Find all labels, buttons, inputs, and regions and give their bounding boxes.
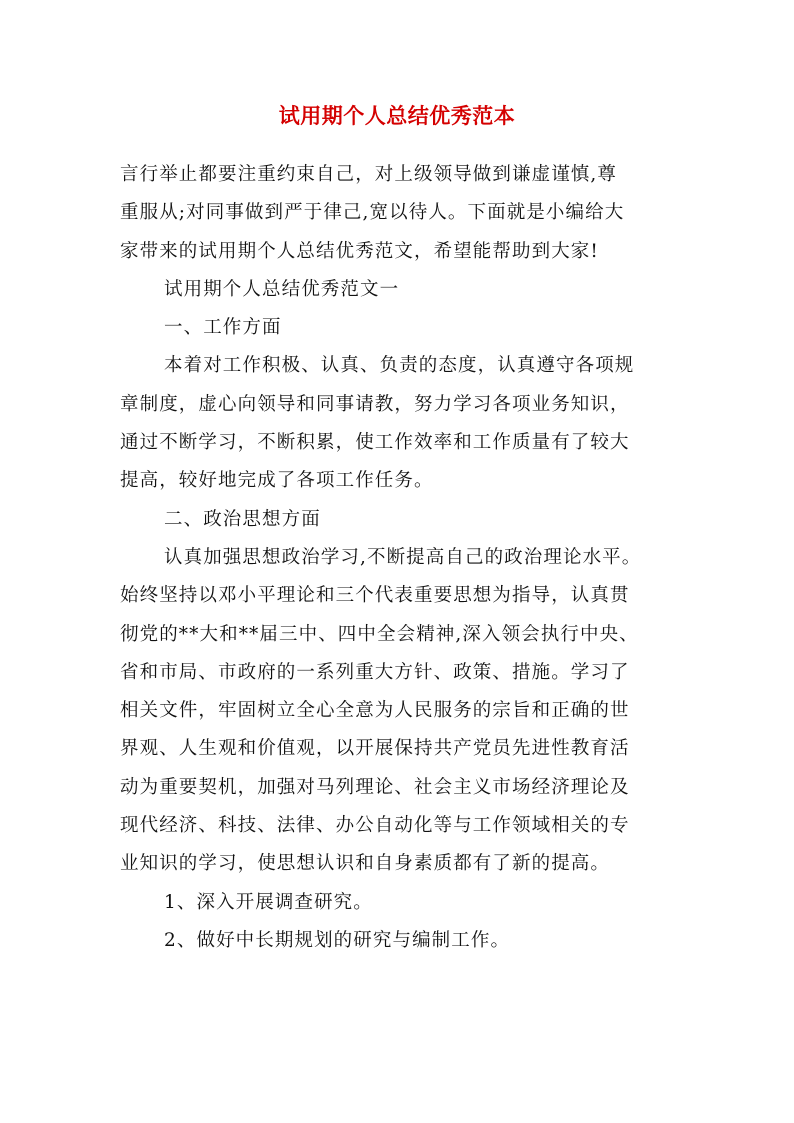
- text-line: 始终坚持以邓小平理论和三个代表重要思想为指导，认真贯: [120, 585, 630, 607]
- text-line: 省和市局、市政府的一系列重大方针、政策、措施。学习了: [120, 661, 630, 683]
- text-line: 通过不断学习，不断积累，使工作效率和工作质量有了较大: [120, 432, 630, 454]
- text-line: 认真加强思想政治学习,不断提高自己的政治理论水平。: [164, 546, 642, 568]
- text-line: 相关文件，牢固树立全心全意为人民服务的宗旨和正确的世: [120, 700, 630, 722]
- section-heading: 试用期个人总结优秀范文一: [164, 278, 400, 300]
- text-line: 重服从;对同事做到严于律己,宽以待人。下面就是小编给大: [120, 202, 625, 224]
- text-line: 业知识的学习，使思想认识和自身素质都有了新的提高。: [120, 853, 611, 875]
- text-line: 提高，较好地完成了各项工作任务。: [120, 470, 434, 492]
- section-heading: 一、工作方面: [164, 317, 282, 339]
- section-heading: 二、政治思想方面: [164, 508, 321, 530]
- document-body: [120, 156, 680, 960]
- text-line: 动为重要契机，加强对马列理论、社会主义市场经济理论及: [120, 776, 630, 798]
- text-line: 界观、人生观和价值观，以开展保持共产党员先进性教育活: [120, 738, 630, 760]
- text-line: 本着对工作积极、认真、负责的态度，认真遵守各项规: [164, 355, 635, 377]
- document-title: 试用期个人总结优秀范本: [278, 103, 516, 128]
- list-item: 2、做好中长期规划的研究与编制工作。: [164, 929, 511, 951]
- list-item: 1、深入开展调查研究。: [164, 891, 373, 913]
- text-line: 彻党的**大和**届三中、四中全会精神,深入领会执行中央、: [120, 623, 639, 645]
- text-line: 现代经济、科技、法律、办公自动化等与工作领域相关的专: [120, 815, 630, 837]
- text-line: 家带来的试用期个人总结优秀范文，希望能帮助到大家!: [120, 240, 599, 262]
- text-line: 言行举止都要注重约束自己，对上级领导做到谦虚谨慎,尊: [120, 164, 617, 185]
- text-line: 章制度，虚心向领导和同事请教，努力学习各项业务知识，: [120, 393, 630, 415]
